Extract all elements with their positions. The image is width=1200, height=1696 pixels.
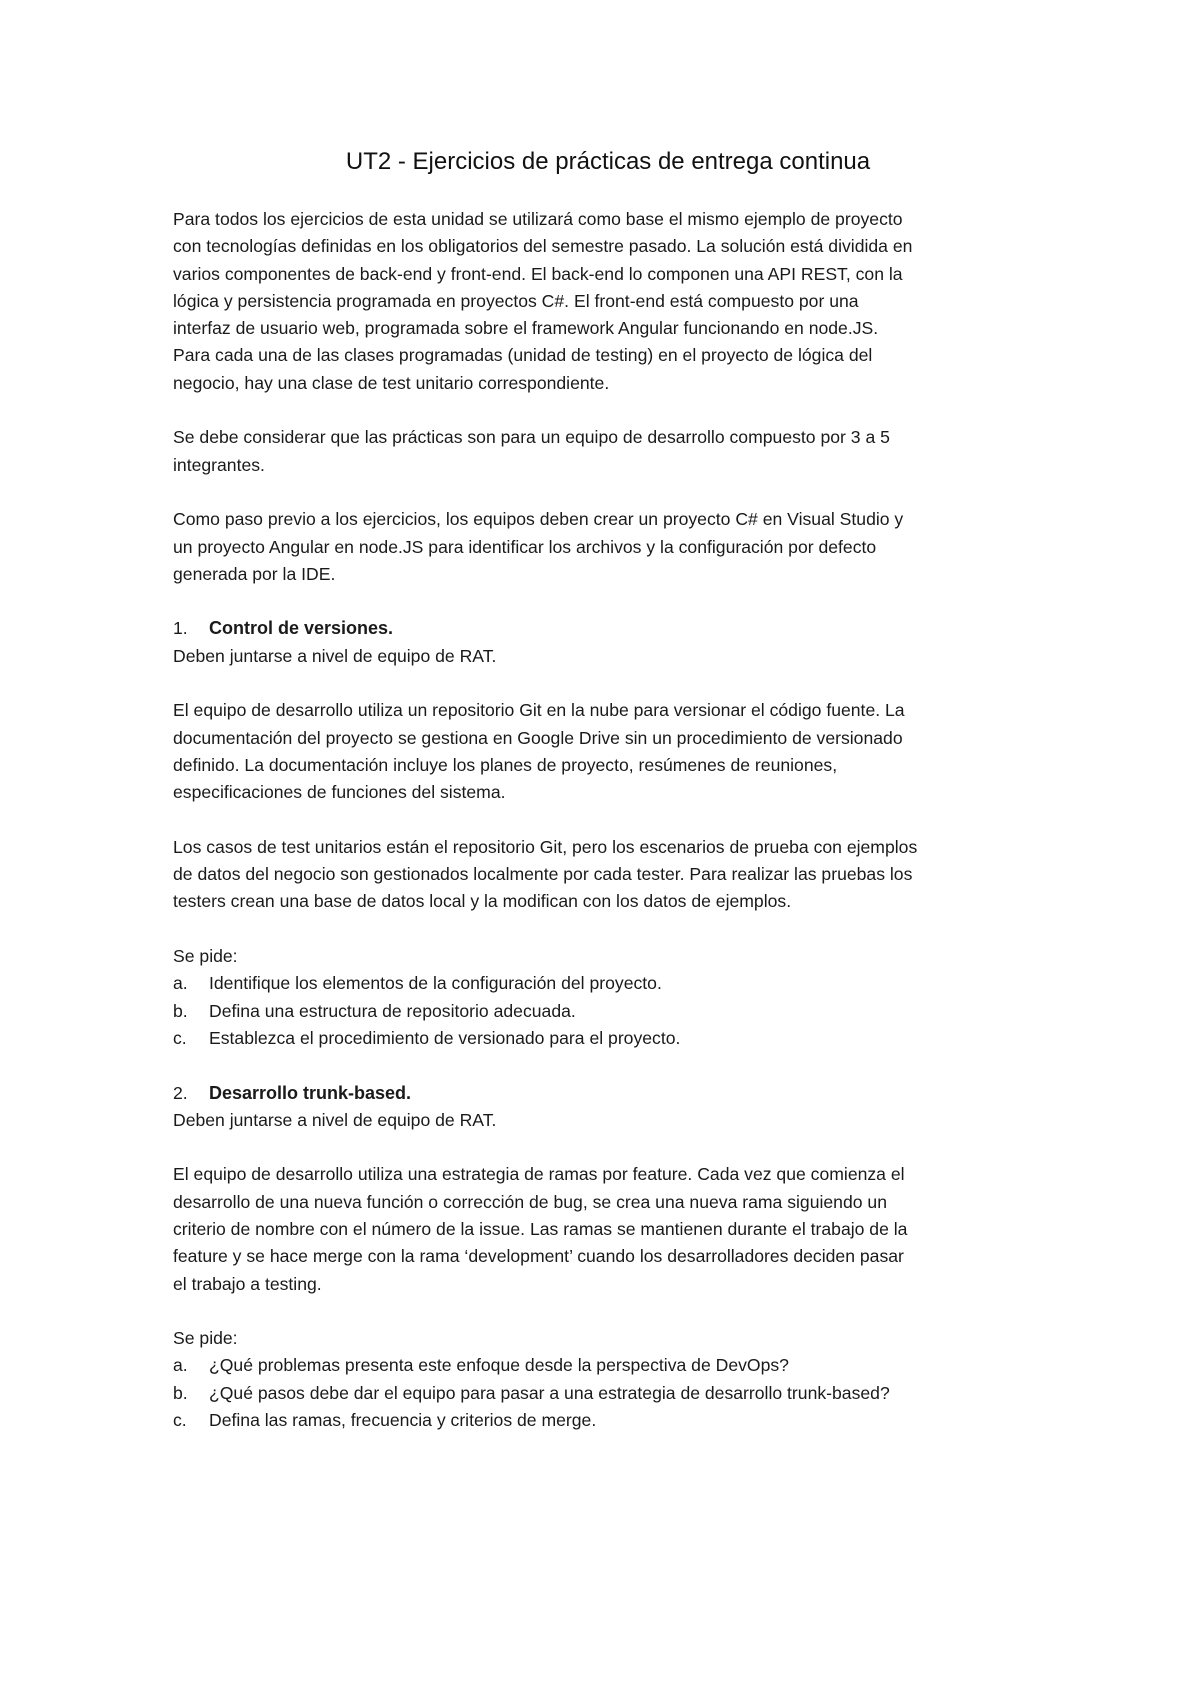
list-marker: a. [173,973,188,994]
text-line: Los casos de test unitarios están el repositorio Git, pero los escenarios de prueba con ejemplos [173,836,918,857]
list-marker: b. [173,1382,188,1403]
section-number: 1. [173,618,188,639]
request-label: Se pide: [173,1328,238,1349]
text-line: Como paso previo a los ejercicios, los equipos deben crear un proyecto C# en Visual Studio y [173,509,904,530]
text-line: desarrollo de una nueva función o corrección de bug, se crea una nueva rama siguiendo un [173,1191,887,1212]
text-line: El equipo de desarrollo utiliza una estrategia de ramas por feature. Cada vez que comienza el [173,1164,905,1185]
text-line: un proyecto Angular en node.JS para identificar los archivos y la configuración por defecto [173,536,877,557]
text-line: varios componentes de back-end y front-end. El back-end lo componen una API REST, con la [173,263,903,284]
text-line: especificaciones de funciones del sistema. [173,782,506,803]
section-paragraph [173,697,1043,806]
text-line: Se debe considerar que las prácticas son para un equipo de desarrollo compuesto por 3 a 5 [173,427,890,448]
group-note: Deben juntarse a nivel de equipo de RAT. [173,1109,497,1130]
list-item [173,1380,1043,1407]
text-line: lógica y persistencia programada en proyectos C#. El front-end está compuesto por una [173,290,859,311]
list-item-text: Identifique los elementos de la configuración del proyecto. [209,973,662,994]
list-marker: c. [173,1410,187,1431]
list-item-text: Establezca el procedimiento de versionado para el proyecto. [209,1027,681,1048]
text-line: Para todos los ejercicios de esta unidad se utilizará como base el mismo ejemplo de proyecto [173,209,903,229]
list-item [173,1407,1043,1434]
request-list [173,970,1043,1052]
text-line: testers crean una base de datos local y la modifican con los datos de ejemplos. [173,891,792,912]
list-marker: a. [173,1355,188,1376]
document-body [173,146,1043,1434]
intro-paragraph [173,206,1043,397]
list-item-text: ¿Qué problemas presenta este enfoque desde la perspectiva de DevOps? [209,1355,789,1376]
list-item-text: Defina las ramas, frecuencia y criterios de merge. [209,1410,597,1431]
text-line: integrantes. [173,454,265,475]
prep-note-paragraph [173,506,1043,588]
text-line: criterio de nombre con el número de la issue. Las ramas se mantienen durante el trabajo de la [173,1218,908,1239]
list-item [173,998,1043,1025]
section-heading [173,1080,1043,1107]
section-version-control [173,615,1043,1052]
section-paragraph [173,1161,1043,1297]
list-item [173,1025,1043,1052]
list-marker: b. [173,1000,188,1021]
text-line: Para cada una de las clases programadas (unidad de testing) en el proyecto de lógica del [173,345,873,366]
request-list [173,1352,1043,1434]
text-line: interfaz de usuario web, programada sobre el framework Angular funcionando en node.JS. [173,318,879,339]
text-line: definido. La documentación incluye los planes de proyecto, resúmenes de reuniones, [173,754,838,775]
section-title: Control de versiones. [209,618,394,639]
section-trunk-based [173,1080,1043,1435]
text-line: El equipo de desarrollo utiliza un repositorio Git en la nube para versionar el código fuente. La [173,700,905,721]
text-line: el trabajo a testing. [173,1273,322,1294]
text-line: generada por la IDE. [173,563,336,584]
list-marker: c. [173,1027,187,1048]
group-note: Deben juntarse a nivel de equipo de RAT. [173,645,497,666]
text-line: de datos del negocio son gestionados localmente por cada tester. Para realizar las pruebas los [173,864,913,885]
text-line: documentación del proyecto se gestiona en Google Drive sin un procedimiento de versionado [173,727,903,748]
document-title: UT2 - Ejercicios de prácticas de entrega continua [345,148,871,175]
section-paragraph [173,834,1043,916]
text-line: feature y se hace merge con la rama ‘development’ cuando los desarrolladores deciden pasar [173,1246,904,1267]
section-number: 2. [173,1082,188,1103]
team-note-paragraph [173,424,1043,479]
section-title: Desarrollo trunk-based. [209,1082,412,1103]
list-item-text: Defina una estructura de repositorio adecuada. [209,1000,576,1021]
request-label: Se pide: [173,946,238,967]
section-heading [173,615,1043,642]
text-line: con tecnologías definidas en los obligatorios del semestre pasado. La solución está dividida en [173,236,913,257]
list-item [173,1352,1043,1379]
text-line: negocio, hay una clase de test unitario correspondiente. [173,372,610,393]
list-item-text: ¿Qué pasos debe dar el equipo para pasar a una estrategia de desarrollo trunk-based? [209,1382,890,1403]
list-item [173,970,1043,997]
